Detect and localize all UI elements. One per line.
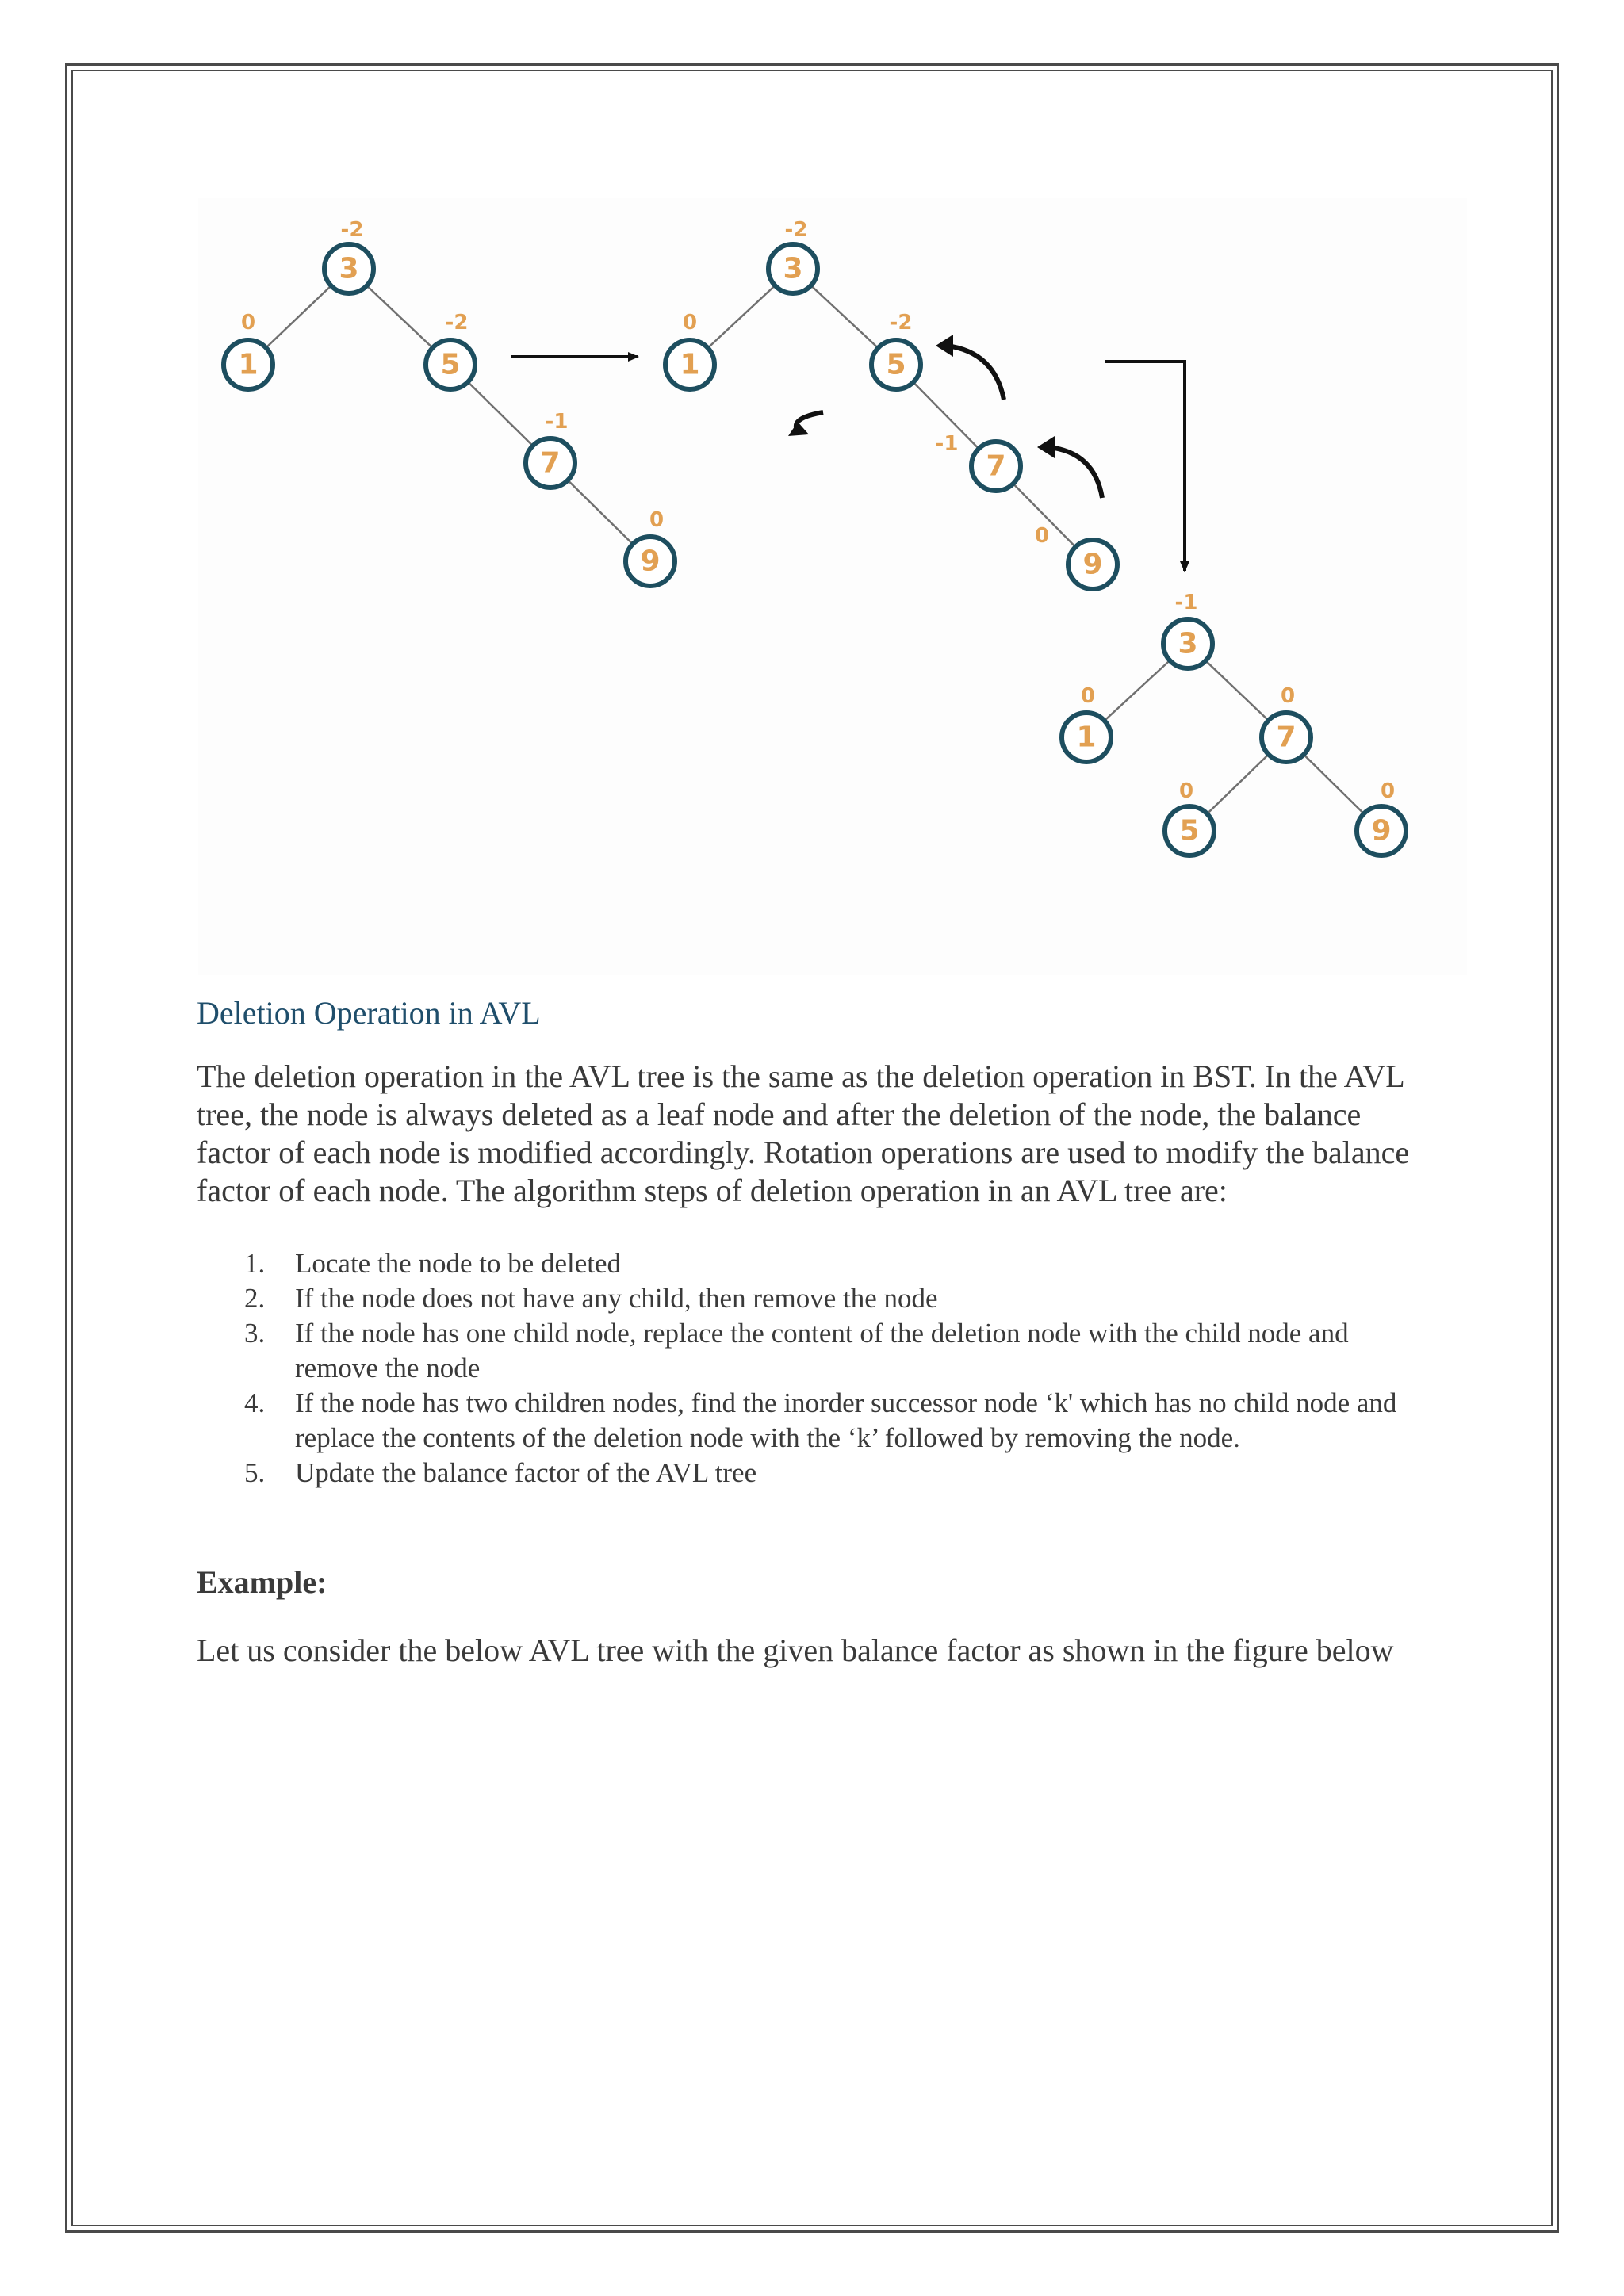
node-value: 1	[680, 348, 700, 381]
tree-2	[665, 218, 1117, 589]
node-value: 7	[1276, 721, 1297, 754]
list-item	[197, 1246, 1402, 1281]
list-item	[197, 1386, 1402, 1456]
algorithm-steps-list	[197, 1246, 1402, 1490]
node-value: 3	[783, 252, 803, 285]
tree-3	[1062, 591, 1406, 855]
list-item-number: 3.	[244, 1318, 266, 1349]
balance-factor-label: -2	[889, 311, 913, 335]
list-item-text: Locate the node to be deleted	[295, 1248, 622, 1279]
list-item	[197, 1316, 1402, 1386]
transition-arrow	[1105, 362, 1185, 571]
list-item-number: 4.	[244, 1387, 266, 1418]
rotation-arrowhead	[788, 422, 809, 436]
node-value: 1	[238, 348, 259, 381]
node-value: 5	[886, 348, 906, 381]
balance-factor-label: 0	[240, 311, 256, 335]
balance-factor-label: 0	[1034, 524, 1050, 548]
rotation-arrow-right	[947, 346, 1004, 400]
tree-1	[224, 218, 675, 586]
node-value: 5	[1179, 814, 1200, 848]
node-value: 5	[440, 348, 461, 381]
list-item-text: If the node has two children nodes, find the inorder successor node ‘k' which has no child node and replace the contents of the deletion node with the ‘k’ followed by removing the node.	[295, 1387, 1397, 1453]
rotation-arrowhead	[1037, 436, 1055, 458]
balance-factor-label: 0	[649, 508, 665, 532]
list-item-text: Update the balance factor of the AVL tree	[295, 1457, 757, 1488]
balance-factor-label: 0	[1178, 779, 1194, 803]
section-heading: Deletion Operation in AVL	[197, 995, 541, 1031]
balance-factor-label: 0	[1380, 779, 1396, 803]
list-item	[197, 1456, 1402, 1490]
avl-deletion-figure	[198, 198, 1467, 975]
list-item-number: 1.	[244, 1248, 266, 1279]
node-value: 7	[986, 450, 1006, 483]
balance-factor-label: -2	[784, 218, 808, 242]
balance-factor-label: 0	[1080, 684, 1096, 708]
balance-factor-label: 0	[1280, 684, 1296, 708]
node-value: 3	[1178, 627, 1198, 660]
list-item-text: If the node does not have any child, then remove the node	[295, 1283, 938, 1314]
example-label: Example:	[197, 1564, 327, 1600]
node-value: 9	[640, 545, 661, 578]
balance-factor-label: -1	[1174, 591, 1198, 614]
rotation-arrow-right	[1048, 447, 1102, 498]
node-value: 9	[1082, 548, 1103, 581]
list-item-number: 2.	[244, 1283, 266, 1314]
list-item-text: If the node has one child node, replace the content of the deletion node with the child node and remove the node	[295, 1318, 1349, 1383]
node-value: 3	[339, 252, 359, 285]
intro-paragraph: The deletion operation in the AVL tree is the same as the deletion operation in BST. In the AVL tree, the node is always deleted as a leaf node and after the deletion of the node, the balance factor of each node is modified accordingly. Rotation operations are used to modify the balance factor of each node. The algorithm steps of deletion operation in an AVL tree are:	[197, 1058, 1410, 1208]
balance-factor-label: -1	[935, 432, 959, 456]
balance-factor-label: -2	[445, 311, 469, 335]
list-item-number: 5.	[244, 1457, 266, 1488]
rotation-arrowhead	[936, 335, 953, 357]
balance-factor-label: -1	[545, 410, 569, 434]
node-value: 7	[540, 446, 561, 480]
balance-factor-label: 0	[682, 311, 698, 335]
list-item	[197, 1281, 1402, 1316]
example-paragraph: Let us consider the below AVL tree with the given balance factor as shown in the figure below	[197, 1632, 1394, 1668]
balance-factor-label: -2	[340, 218, 364, 242]
node-value: 9	[1371, 814, 1392, 848]
node-value: 1	[1076, 721, 1097, 754]
